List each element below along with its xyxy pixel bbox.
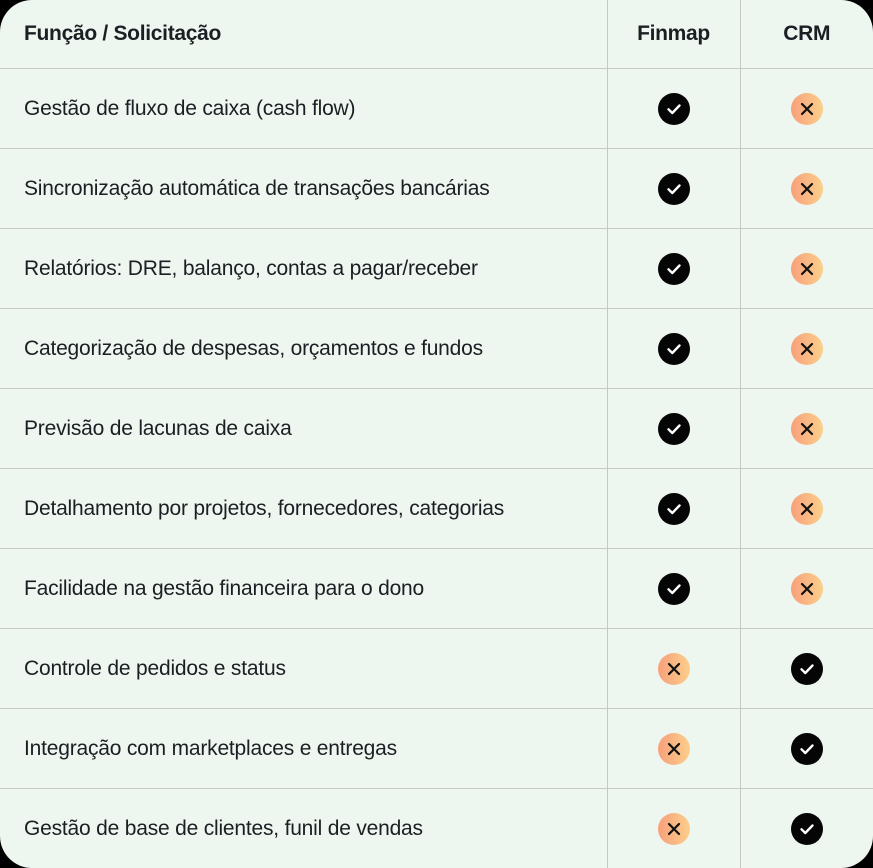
cell-finmap	[607, 69, 740, 149]
feature-label: Gestão de base de clientes, funil de vendas	[24, 816, 423, 840]
check-icon	[658, 333, 690, 365]
cell-finmap	[607, 229, 740, 309]
feature-label: Detalhamento por projetos, fornecedores, categorias	[0, 469, 607, 549]
x-icon	[791, 493, 823, 525]
header-row	[0, 0, 873, 69]
table-row	[0, 389, 873, 469]
x-icon	[658, 813, 690, 845]
cell-crm	[740, 229, 873, 309]
cell-finmap	[607, 149, 740, 229]
table-row	[0, 469, 873, 549]
x-icon	[791, 173, 823, 205]
table-row	[0, 309, 873, 389]
check-icon	[658, 573, 690, 605]
check-icon	[658, 413, 690, 445]
feature-label: Gestão de fluxo de caixa (cash flow)	[0, 69, 607, 149]
check-icon	[658, 493, 690, 525]
cell-crm	[740, 389, 873, 469]
cell-crm	[740, 309, 873, 389]
check-icon	[791, 653, 823, 685]
x-icon	[791, 413, 823, 445]
x-icon	[791, 253, 823, 285]
cell-crm	[740, 69, 873, 149]
table-row	[0, 149, 873, 229]
x-icon	[658, 733, 690, 765]
cell-finmap	[607, 389, 740, 469]
header-crm: CRM	[740, 0, 873, 69]
feature-label: Integração com marketplaces e entregas	[0, 709, 607, 789]
cell-crm	[740, 549, 873, 629]
cell-finmap	[607, 549, 740, 629]
cell-finmap	[607, 709, 740, 789]
table-row	[0, 789, 873, 868]
cell-crm	[740, 709, 873, 789]
cell-crm	[740, 789, 873, 868]
check-icon	[658, 173, 690, 205]
x-icon	[791, 573, 823, 605]
feature-label: Categorização de despesas, orçamentos e fundos	[0, 309, 607, 389]
cell-finmap	[607, 629, 740, 709]
cell-crm	[740, 149, 873, 229]
feature-label: Facilidade na gestão financeira para o dono	[0, 549, 607, 629]
header-finmap: Finmap	[607, 0, 740, 69]
feature-label: Relatórios: DRE, balanço, contas a pagar/receber	[0, 229, 607, 309]
header-function: Função / Solicitação	[0, 0, 607, 69]
cell-finmap	[607, 309, 740, 389]
table-row	[0, 229, 873, 309]
cell-finmap	[607, 469, 740, 549]
check-icon	[658, 93, 690, 125]
check-icon	[791, 813, 823, 845]
x-icon	[658, 653, 690, 685]
cell-crm	[740, 629, 873, 709]
cell-finmap	[607, 789, 740, 868]
check-icon	[791, 733, 823, 765]
x-icon	[791, 333, 823, 365]
cell-crm	[740, 469, 873, 549]
table-row	[0, 629, 873, 709]
table-row	[0, 709, 873, 789]
feature-label: Sincronização automática de transações bancárias	[0, 149, 607, 229]
table-row	[0, 69, 873, 149]
check-icon	[658, 253, 690, 285]
x-icon	[791, 93, 823, 125]
feature-label: Previsão de lacunas de caixa	[0, 389, 607, 469]
feature-label: Controle de pedidos e status	[0, 629, 607, 709]
table-row	[0, 549, 873, 629]
